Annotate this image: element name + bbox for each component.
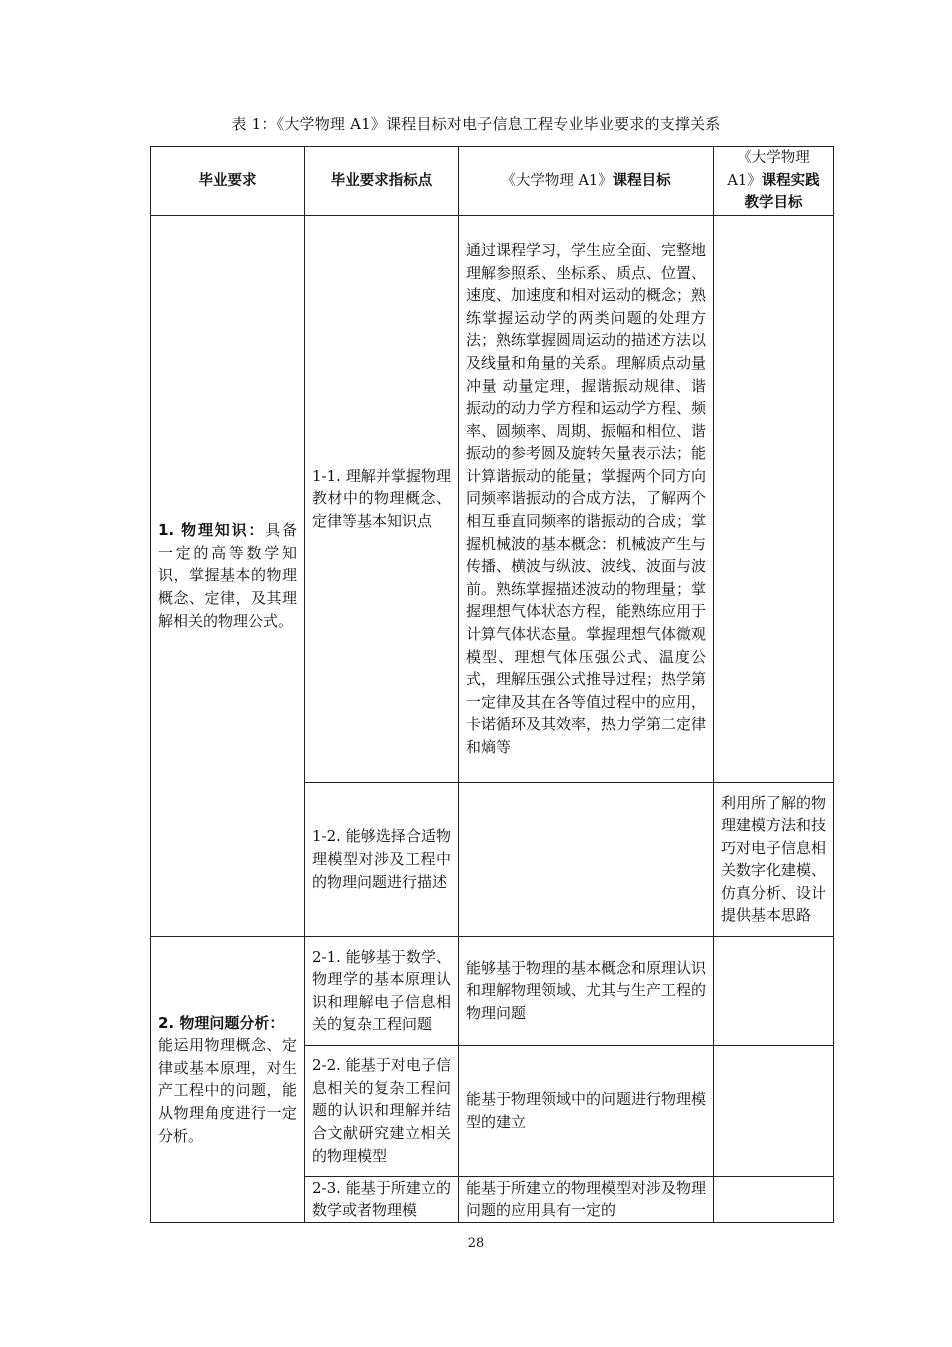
- header-practice-line2b: 课程实践: [761, 172, 820, 189]
- page-number: 28: [467, 1236, 485, 1251]
- goal-2-1: 能够基于物理的基本概念和原理认识和理解物理领域、尤其与生产工程的物理问题: [459, 936, 714, 1045]
- goal-1-2: [459, 782, 714, 936]
- indicator-1-2: 1-2. 能够选择合适物理模型对涉及工程中的物理问题进行描述: [305, 782, 459, 936]
- practice-1-1: [714, 215, 834, 782]
- requirement-1-title: 1. 物理知识：: [158, 521, 266, 540]
- goal-1-1: 通过课程学习，学生应全面、完整地理解参照系、坐标系、质点、位置、速度、加速度和相对运动的概念；熟练掌握运动学的两类问题的处理方法；熟练掌握圆周运动的描述方法以及线量和角量的关系。理解质点动量 冲量 动量定理，握谐振动规律、谐振动的动力学方程和运动学方程、频率、圆频率、周期、振幅和相位、谐振动的参考圆及旋转矢量表示法；能计算谐振动的能量；掌握两个同方向同频率谐振动的合成方法，了解两个相互垂直同频率的谐振动的合成；掌握机械波的基本概念：机械波产生与传播、横波与纵波、波线、波面与波前。熟练掌握描述波动的物理量；掌握理想气体状态方程，能熟练应用于计算气体状态量。掌握理想气体微观模型、理想气体压强公式、温度公式，理解压强公式推导过程；热学第一定律及其在各等值过程中的应用，卡诺循环及其效率，热力学第二定律和熵等: [459, 215, 714, 782]
- support-relation-table: [150, 146, 834, 1223]
- header-requirement: 毕业要求: [151, 147, 305, 216]
- indicator-2-1: 2-1. 能够基于数学、物理学的基本原理认识和理解电子信息相关的复杂工程问题: [305, 936, 459, 1045]
- header-row: [151, 147, 834, 216]
- practice-2-1: [714, 936, 834, 1045]
- header-practice-line1: 《大学物理: [737, 150, 810, 166]
- requirement-1-cell: [151, 215, 305, 936]
- indicator-2-2: 2-2. 能基于对电子信息相关的复杂工程问题的认识和理解并结合文献研究建立相关的物理模型: [305, 1045, 459, 1176]
- table-row: [151, 215, 834, 782]
- goal-2-2: 能基于物理领域中的问题进行物理模型的建立: [459, 1045, 714, 1176]
- header-practice-line2a: A1》: [727, 172, 762, 189]
- indicator-2-3: 2-3. 能基于所建立的数学或者物理模: [305, 1176, 459, 1222]
- practice-2-2: [714, 1045, 834, 1176]
- requirement-2-title: 2. 物理问题分析：: [158, 1013, 285, 1032]
- header-practice-line3: 教学目标: [744, 195, 803, 212]
- practice-2-3: [714, 1176, 834, 1222]
- requirement-2-cell: [151, 936, 305, 1222]
- requirement-1-body: 具备一定的高等数学知识，掌握基本的物理概念、定律，及其理解相关的物理公式。: [158, 521, 297, 630]
- header-practice-goal: [714, 147, 834, 216]
- indicator-1-1: 1-1. 理解并掌握物理教材中的物理概念、定律等基本知识点: [305, 215, 459, 782]
- table-caption: 表 1：《大学物理 A1》课程目标对电子信息工程专业毕业要求的支撑关系: [231, 115, 721, 133]
- table-row: [151, 936, 834, 1045]
- requirement-2-body: 能运用物理概念、定律或基本原理，对生产工程中的问题，能从物理角度进行一定分析。: [158, 1036, 297, 1145]
- header-course-goal-label: 课程目标: [612, 172, 671, 189]
- goal-2-3: 能基于所建立的物理模型对涉及物理问题的应用具有一定的: [459, 1176, 714, 1222]
- header-course-goal-name: 《大学物理 A1》: [501, 172, 613, 189]
- practice-1-2: 利用所了解的物理建模方法和技巧对电子信息相关数字化建模、仿真分析、设计提供基本思路: [714, 782, 834, 936]
- header-indicator: 毕业要求指标点: [305, 147, 459, 216]
- header-course-goal: [459, 147, 714, 216]
